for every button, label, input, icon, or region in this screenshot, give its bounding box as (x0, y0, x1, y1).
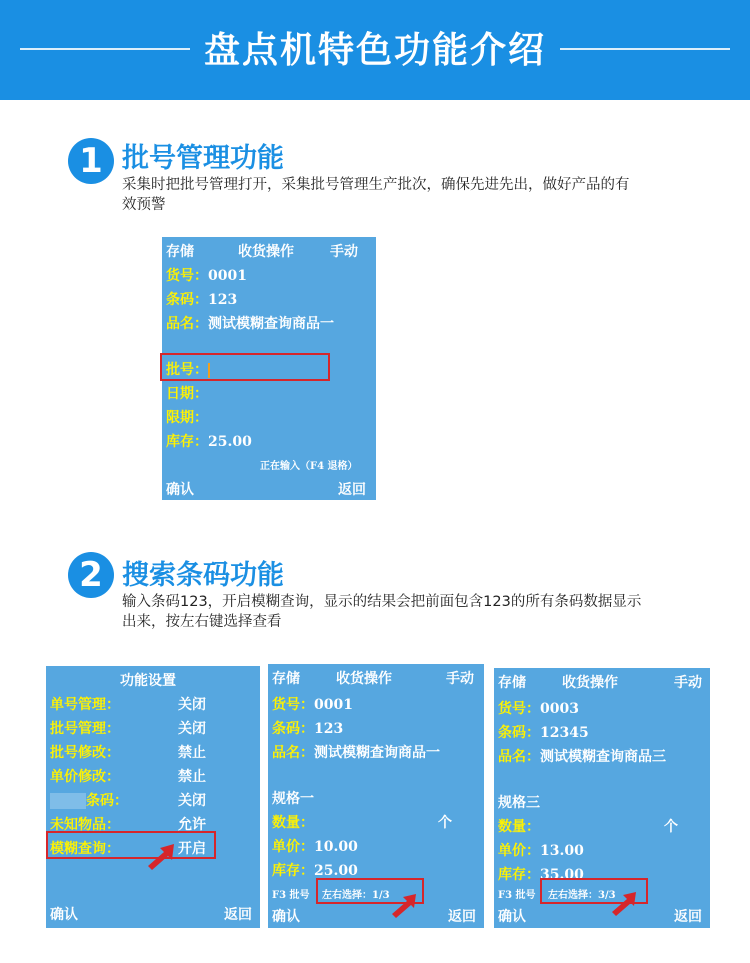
blurred-text (50, 793, 86, 809)
page-title: 盘点机特色功能介绍 (203, 30, 546, 71)
screen3-name-row: 品名：测试模糊查询商品一 (272, 745, 440, 761)
screen1-date-label[interactable]: 日期： (166, 386, 208, 402)
screen2-row-label: 批号管理： (50, 721, 120, 737)
screen3-header-mid: 收货操作 (336, 671, 392, 687)
screen4-name-row: 品名：测试模糊查询商品三 (498, 749, 666, 765)
screen4-header-left: 存储 (498, 675, 526, 691)
device-screen-settings (46, 666, 260, 928)
screen1-barcode-row: 条码：123 (166, 292, 238, 308)
screen1-confirm-button[interactable]: 确认 (166, 482, 194, 498)
screen4-qty-unit: 个 (664, 819, 678, 835)
device-screen-result-1 (268, 664, 484, 928)
screen2-row-value[interactable]: 开启 (178, 841, 206, 857)
screen2-row-label: 未知物品： (50, 817, 120, 833)
screen3-f3-batch[interactable]: F3 批号 (272, 890, 310, 901)
screen2-row-label: 批号修改： (50, 745, 120, 761)
screen3-qty-unit: 个 (438, 815, 452, 831)
screen2-row-value[interactable]: 禁止 (178, 769, 206, 785)
screen4-back-button[interactable]: 返回 (674, 909, 702, 925)
section-1-desc-line-2: 效预警 (122, 197, 166, 213)
red-arrow-icon (390, 892, 418, 920)
highlight-box-batch (160, 353, 330, 381)
screen2-row-value[interactable]: 关闭 (178, 721, 206, 737)
screen4-header-mid: 收货操作 (562, 675, 618, 691)
screen2-row-value[interactable]: 禁止 (178, 745, 206, 761)
header-banner (0, 0, 750, 100)
screen2-row-blurred: 条码： (50, 790, 128, 810)
screen4-stock-row: 库存：35.00 (498, 867, 584, 883)
screen4-f3-batch[interactable]: F3 批号 (498, 890, 536, 901)
screen2-row-value[interactable]: 关闭 (178, 793, 206, 809)
screen3-qty-label[interactable]: 数量： (272, 815, 314, 831)
screen4-spec: 规格三 (498, 795, 540, 811)
section-2-title: 搜索条码功能 (122, 560, 284, 591)
screen3-back-button[interactable]: 返回 (448, 909, 476, 925)
screen4-barcode-row: 条码：12345 (498, 725, 589, 741)
screen4-header-right: 手动 (674, 675, 702, 691)
screen1-goods-row: 货号：0001 (166, 268, 247, 284)
device-screen-batch (162, 237, 376, 500)
screen1-back-button[interactable]: 返回 (338, 482, 366, 498)
screen3-price-row: 单价：10.00 (272, 839, 358, 855)
screen1-name-row: 品名：测试模糊查询商品一 (166, 316, 334, 332)
screen1-header-mid: 收货操作 (238, 244, 294, 260)
screen2-header: 功能设置 (120, 673, 176, 689)
section-1-number-badge: 1 (68, 138, 114, 184)
screen1-header-right: 手动 (330, 244, 358, 260)
screen3-header-left: 存储 (272, 671, 300, 687)
screen2-row-label: 单号管理： (50, 697, 120, 713)
screen1-limit-label[interactable]: 限期： (166, 410, 208, 426)
screen1-status-text: 正在输入（F4 退格） (260, 461, 358, 472)
screen3-goods-row: 货号：0001 (272, 697, 353, 713)
screen2-back-button[interactable]: 返回 (224, 907, 252, 923)
screen4-price-row: 单价：13.00 (498, 843, 584, 859)
screen3-select-indicator: 左右选择：1/3 (322, 890, 390, 901)
screen4-goods-row: 货号：0003 (498, 701, 579, 717)
screen1-stock-row: 库存：25.00 (166, 434, 252, 450)
red-arrow-icon (146, 842, 176, 872)
screen2-confirm-button[interactable]: 确认 (50, 907, 78, 923)
screen2-row-value[interactable]: 关闭 (178, 697, 206, 713)
screen3-header-right: 手动 (446, 671, 474, 687)
section-2-description (122, 592, 641, 632)
screen2-row-value[interactable]: 允许 (178, 817, 206, 833)
section-1-description (122, 175, 630, 215)
screen1-header-left: 存储 (166, 244, 194, 260)
screen2-row-label: 模糊查询： (50, 841, 120, 857)
screen3-barcode-row: 条码：123 (272, 721, 344, 737)
section-2-desc-line-1: 输入条码123，开启模糊查询，显示的结果会把前面包含123的所有条码数据显示 (122, 594, 642, 610)
screen2-row-label: 单价修改： (50, 769, 120, 785)
section-1-desc-line-1: 采集时把批号管理打开，采集批号管理生产批次，确保先进先出，做好产品的有 (122, 177, 630, 193)
screen4-confirm-button[interactable]: 确认 (498, 909, 526, 925)
screen4-qty-label[interactable]: 数量： (498, 819, 540, 835)
section-2-desc-line-2: 出来，按左右键选择查看 (122, 614, 282, 630)
screen3-stock-row: 库存：25.00 (272, 863, 358, 879)
section-2-number-badge: 2 (68, 552, 114, 598)
section-1-title: 批号管理功能 (122, 143, 284, 174)
screen3-spec: 规格一 (272, 791, 314, 807)
screen3-confirm-button[interactable]: 确认 (272, 909, 300, 925)
device-screen-result-3 (494, 668, 710, 928)
red-arrow-icon (610, 890, 638, 918)
highlight-box-fuzzy-search (46, 831, 216, 859)
screen4-select-indicator: 左右选择：3/3 (548, 890, 616, 901)
screen1-batch-row[interactable]: 批号： (166, 362, 208, 378)
